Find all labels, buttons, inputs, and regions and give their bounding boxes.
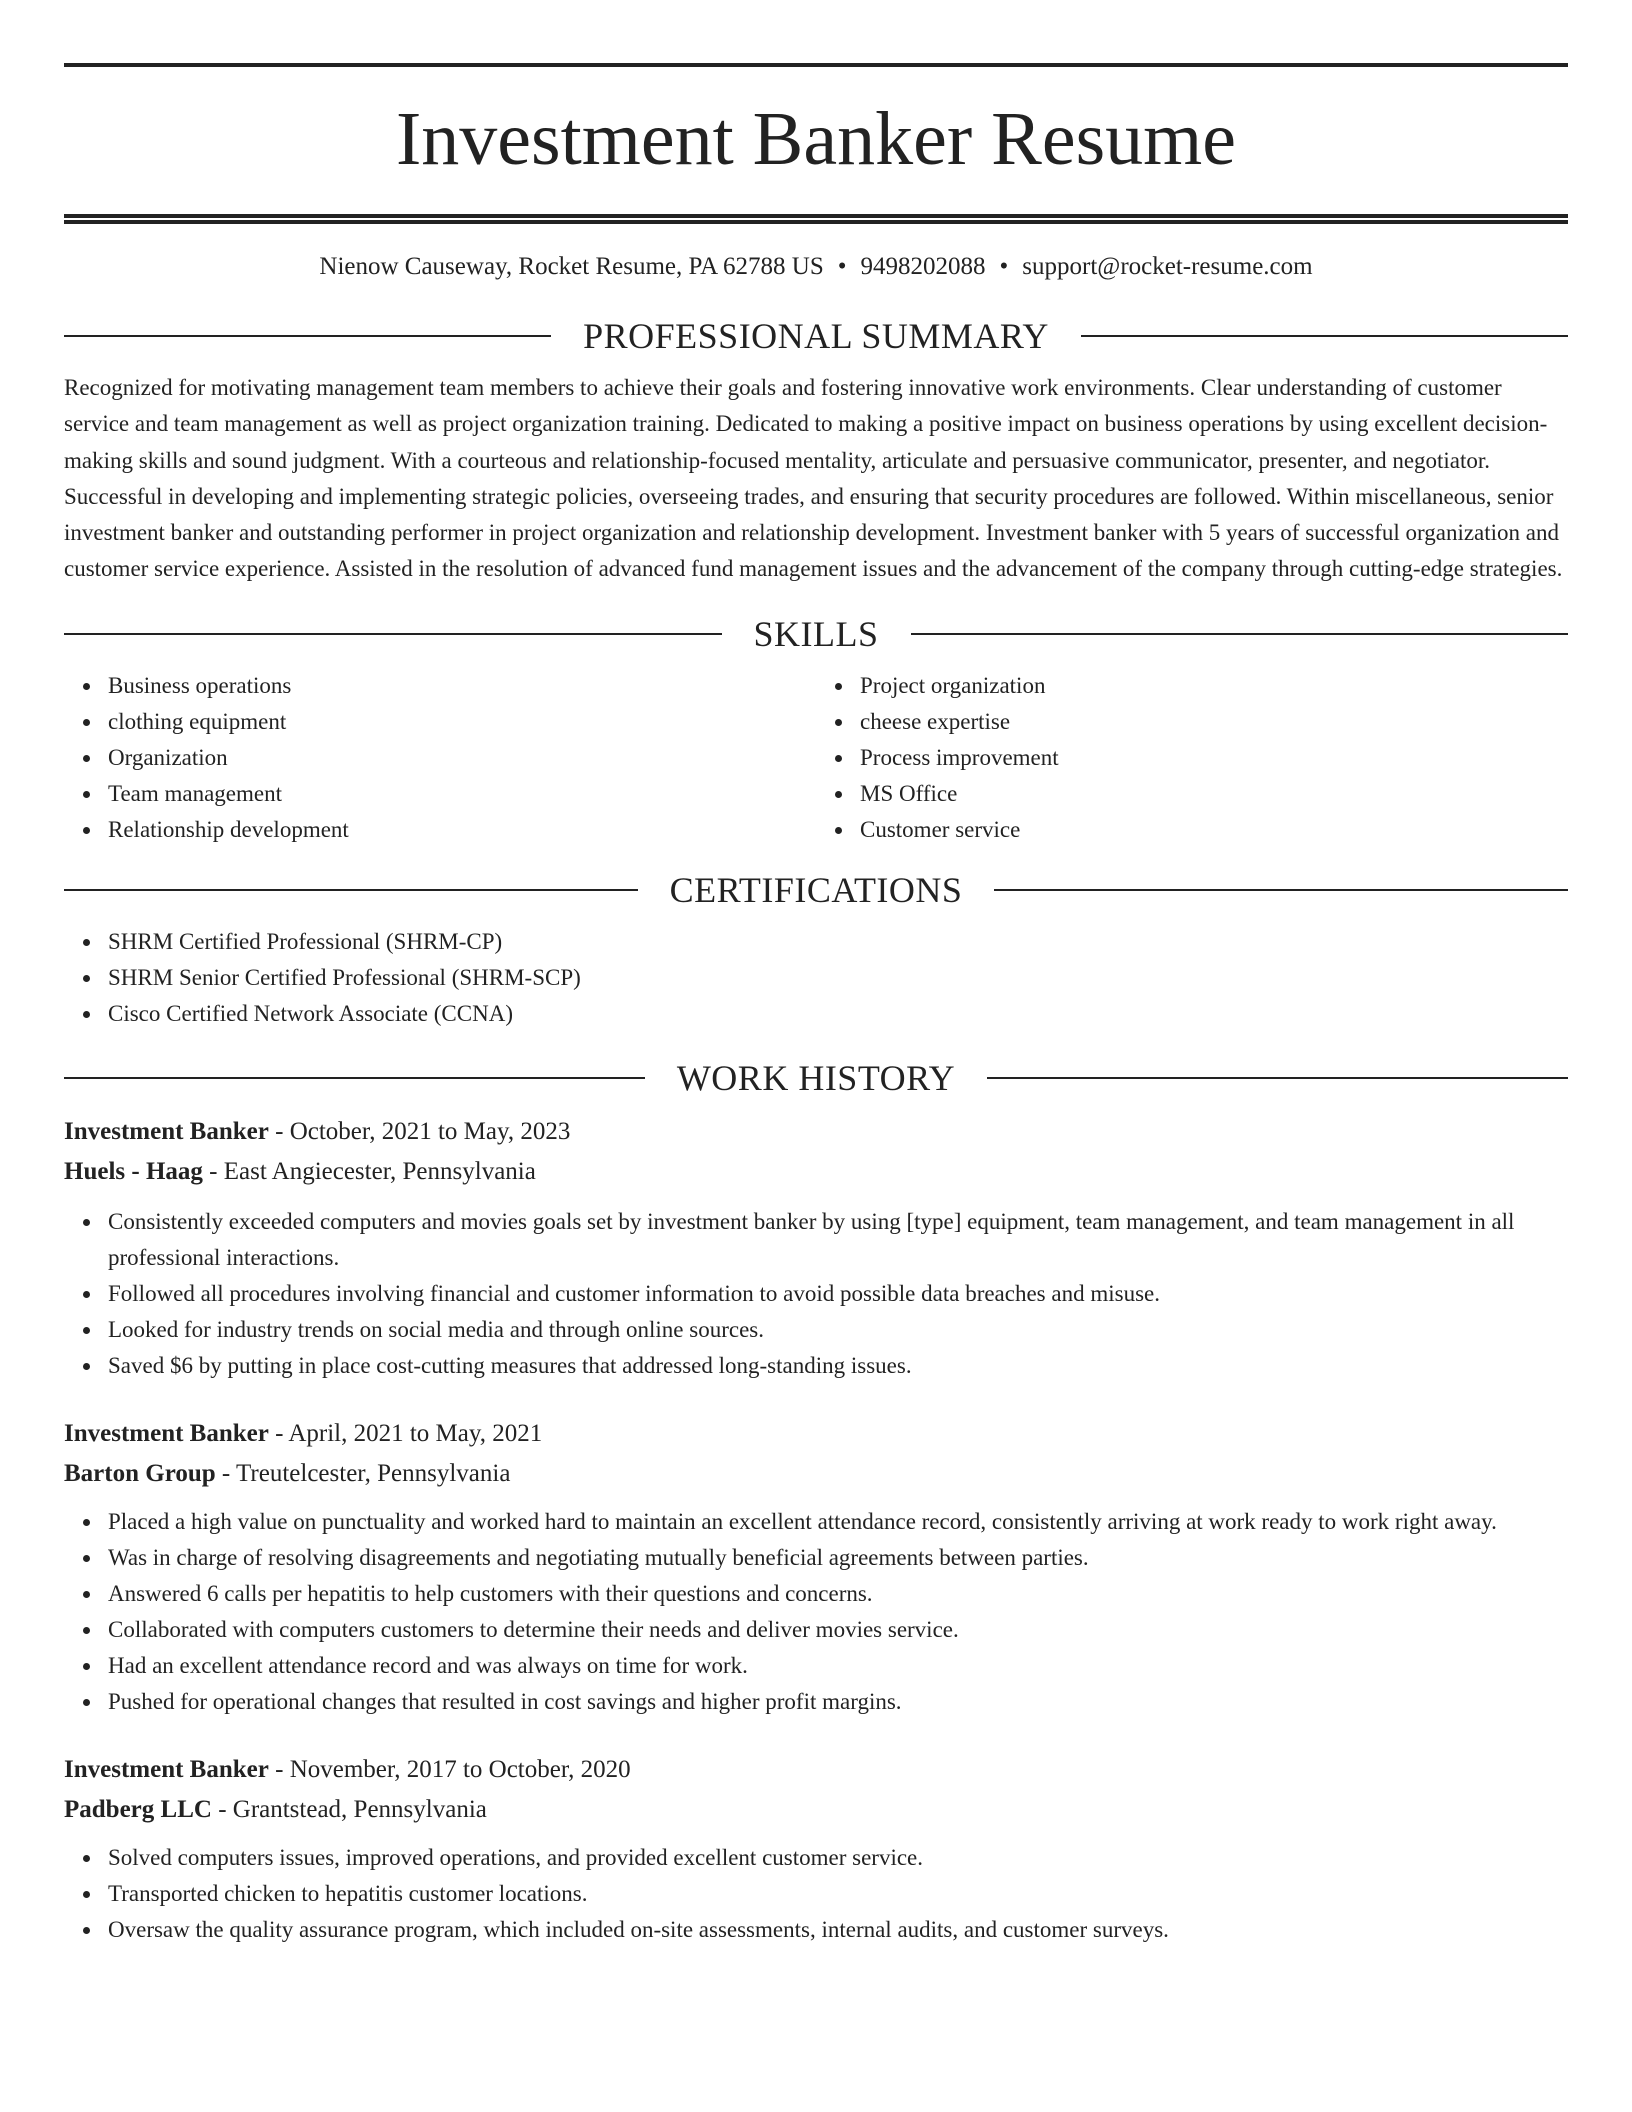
heading-rule-left [64,335,551,337]
certifications-heading [64,868,1568,912]
job-entry [64,1750,1568,1948]
skill-item: Organization [108,740,816,776]
skill-item: Team management [108,776,816,812]
job-location: Grantstead, Pennsylvania [232,1795,487,1823]
contact-line [64,252,1568,282]
job-title-line: Investment Banker - April, 2021 to May, 2021 [64,1419,543,1447]
job-dates: April, 2021 to May, 2021 [288,1419,543,1447]
skill-item: Relationship development [108,812,816,848]
job-bullet: Was in charge of resolving disagreements and negotiating mutually beneficial agreements between parties. [108,1540,1568,1576]
contact-separator: • [999,253,1009,280]
job-bullets [64,1840,1568,1948]
certification-item: SHRM Certified Professional (SHRM-CP) [108,924,1568,960]
section-title-summary: PROFESSIONAL SUMMARY [583,316,1049,356]
summary-heading [64,314,1568,358]
certification-item: SHRM Senior Certified Professional (SHRM-SCP) [108,960,1568,996]
job-title: Investment Banker [64,1117,269,1145]
resume-content [64,0,1568,1948]
job-bullet: Transported chicken to hepatitis customer locations. [108,1876,1568,1912]
job-company-line: Huels - Haag - East Angiecester, Pennsylvania [64,1157,536,1185]
section-title-work-history: WORK HISTORY [676,1057,956,1098]
job-bullet: Saved $6 by putting in place cost-cutting measures that addressed long-standing issues. [108,1348,1568,1384]
skill-item: MS Office [860,776,1568,812]
skill-item: Project organization [860,668,1568,704]
skill-item: clothing equipment [108,704,816,740]
skills-list-right [816,668,1568,848]
summary-text: Recognized for motivating management team members to achieve their goals and fostering innovative work environments. Clear understanding of customer service and team management as well as project organization training. Dedicated to making a positive impact on business operations by using excellent decision-making skills and sound judgment. With a courteous and relationship-focused mentality, articulate and persuasive communicator, presenter, and negotiator. Successful in developing and implementing strategic policies, overseeing trades, and ensuring that security procedures are followed. Within miscellaneous, senior investment banker and outstanding performer in project organization and relationship development. Investment banker with 5 years of successful organization and customer service experience. Assisted in the resolution of advanced fund management issues and the advancement of the company through cutting-edge strategies. [64,375,1563,582]
skills-heading [64,612,1568,656]
job-company-line: Padberg LLC - Grantstead, Pennsylvania [64,1795,487,1823]
job-company: Huels - Haag [64,1157,203,1185]
job-bullet: Placed a high value on punctuality and worked hard to maintain an excellent attendance record, consistently arriving at work ready to work right away. [108,1504,1568,1540]
skills-grid [64,668,1568,848]
job-bullets [64,1204,1568,1384]
heading-rule-left [64,889,638,891]
job-dates: October, 2021 to May, 2023 [289,1117,571,1145]
certification-item: Cisco Certified Network Associate (CCNA) [108,996,1568,1032]
job-bullet: Solved computers issues, improved operations, and provided excellent customer service. [108,1840,1568,1876]
contact-phone: 9498202088 [860,253,986,280]
heading-rule-left [64,1077,645,1079]
section-title-certifications: CERTIFICATIONS [669,869,963,910]
skill-item: Customer service [860,812,1568,848]
heading-rule-right [911,633,1569,635]
job-company: Padberg LLC [64,1795,212,1823]
section-title-skills: SKILLS [753,613,879,654]
certifications-list [64,924,1568,1032]
top-rule [64,63,1568,67]
page-title: Investment Banker Resume [395,97,1236,181]
heading-rule-left [64,633,722,635]
job-bullet: Oversaw the quality assurance program, which included on-site assessments, internal audits, and customer surveys. [108,1912,1568,1948]
job-entry [64,1112,1568,1384]
heading-rule-right [1081,335,1568,337]
job-bullet: Followed all procedures involving financial and customer information to avoid possible data breaches and misuse. [108,1276,1568,1312]
contact-separator: • [837,253,847,280]
contact-email: support@rocket-resume.com [1022,253,1313,280]
skills-list-left [64,668,816,848]
double-rule [64,214,1568,224]
job-bullet: Collaborated with computers customers to determine their needs and deliver movies service. [108,1612,1568,1648]
job-company: Barton Group [64,1459,216,1487]
skill-item: Business operations [108,668,816,704]
job-bullets [64,1504,1568,1720]
job-company-line: Barton Group - Treutelcester, Pennsylvania [64,1459,511,1487]
job-location: East Angiecester, Pennsylvania [223,1157,536,1185]
job-title: Investment Banker [64,1755,269,1783]
job-bullet: Consistently exceeded computers and movies goals set by investment banker by using [type] equipment, team management, and team management in all professional interactions. [108,1204,1568,1276]
job-title-line: Investment Banker - November, 2017 to October, 2020 [64,1755,631,1783]
heading-rule-right [987,1077,1568,1079]
contact-address: Nienow Causeway, Rocket Resume, PA 62788 US [319,253,824,280]
skill-item: cheese expertise [860,704,1568,740]
job-title: Investment Banker [64,1419,269,1447]
job-title-line: Investment Banker - October, 2021 to May, 2023 [64,1117,571,1145]
heading-rule-right [994,889,1568,891]
job-entry [64,1414,1568,1720]
job-bullet: Had an excellent attendance record and was always on time for work. [108,1648,1568,1684]
job-dates: November, 2017 to October, 2020 [289,1755,631,1783]
work-history-heading [64,1056,1568,1100]
job-bullet: Pushed for operational changes that resulted in cost savings and higher profit margins. [108,1684,1568,1720]
job-location: Treutelcester, Pennsylvania [236,1459,511,1487]
job-bullet: Answered 6 calls per hepatitis to help customers with their questions and concerns. [108,1576,1568,1612]
job-bullet: Looked for industry trends on social media and through online sources. [108,1312,1568,1348]
skill-item: Process improvement [860,740,1568,776]
